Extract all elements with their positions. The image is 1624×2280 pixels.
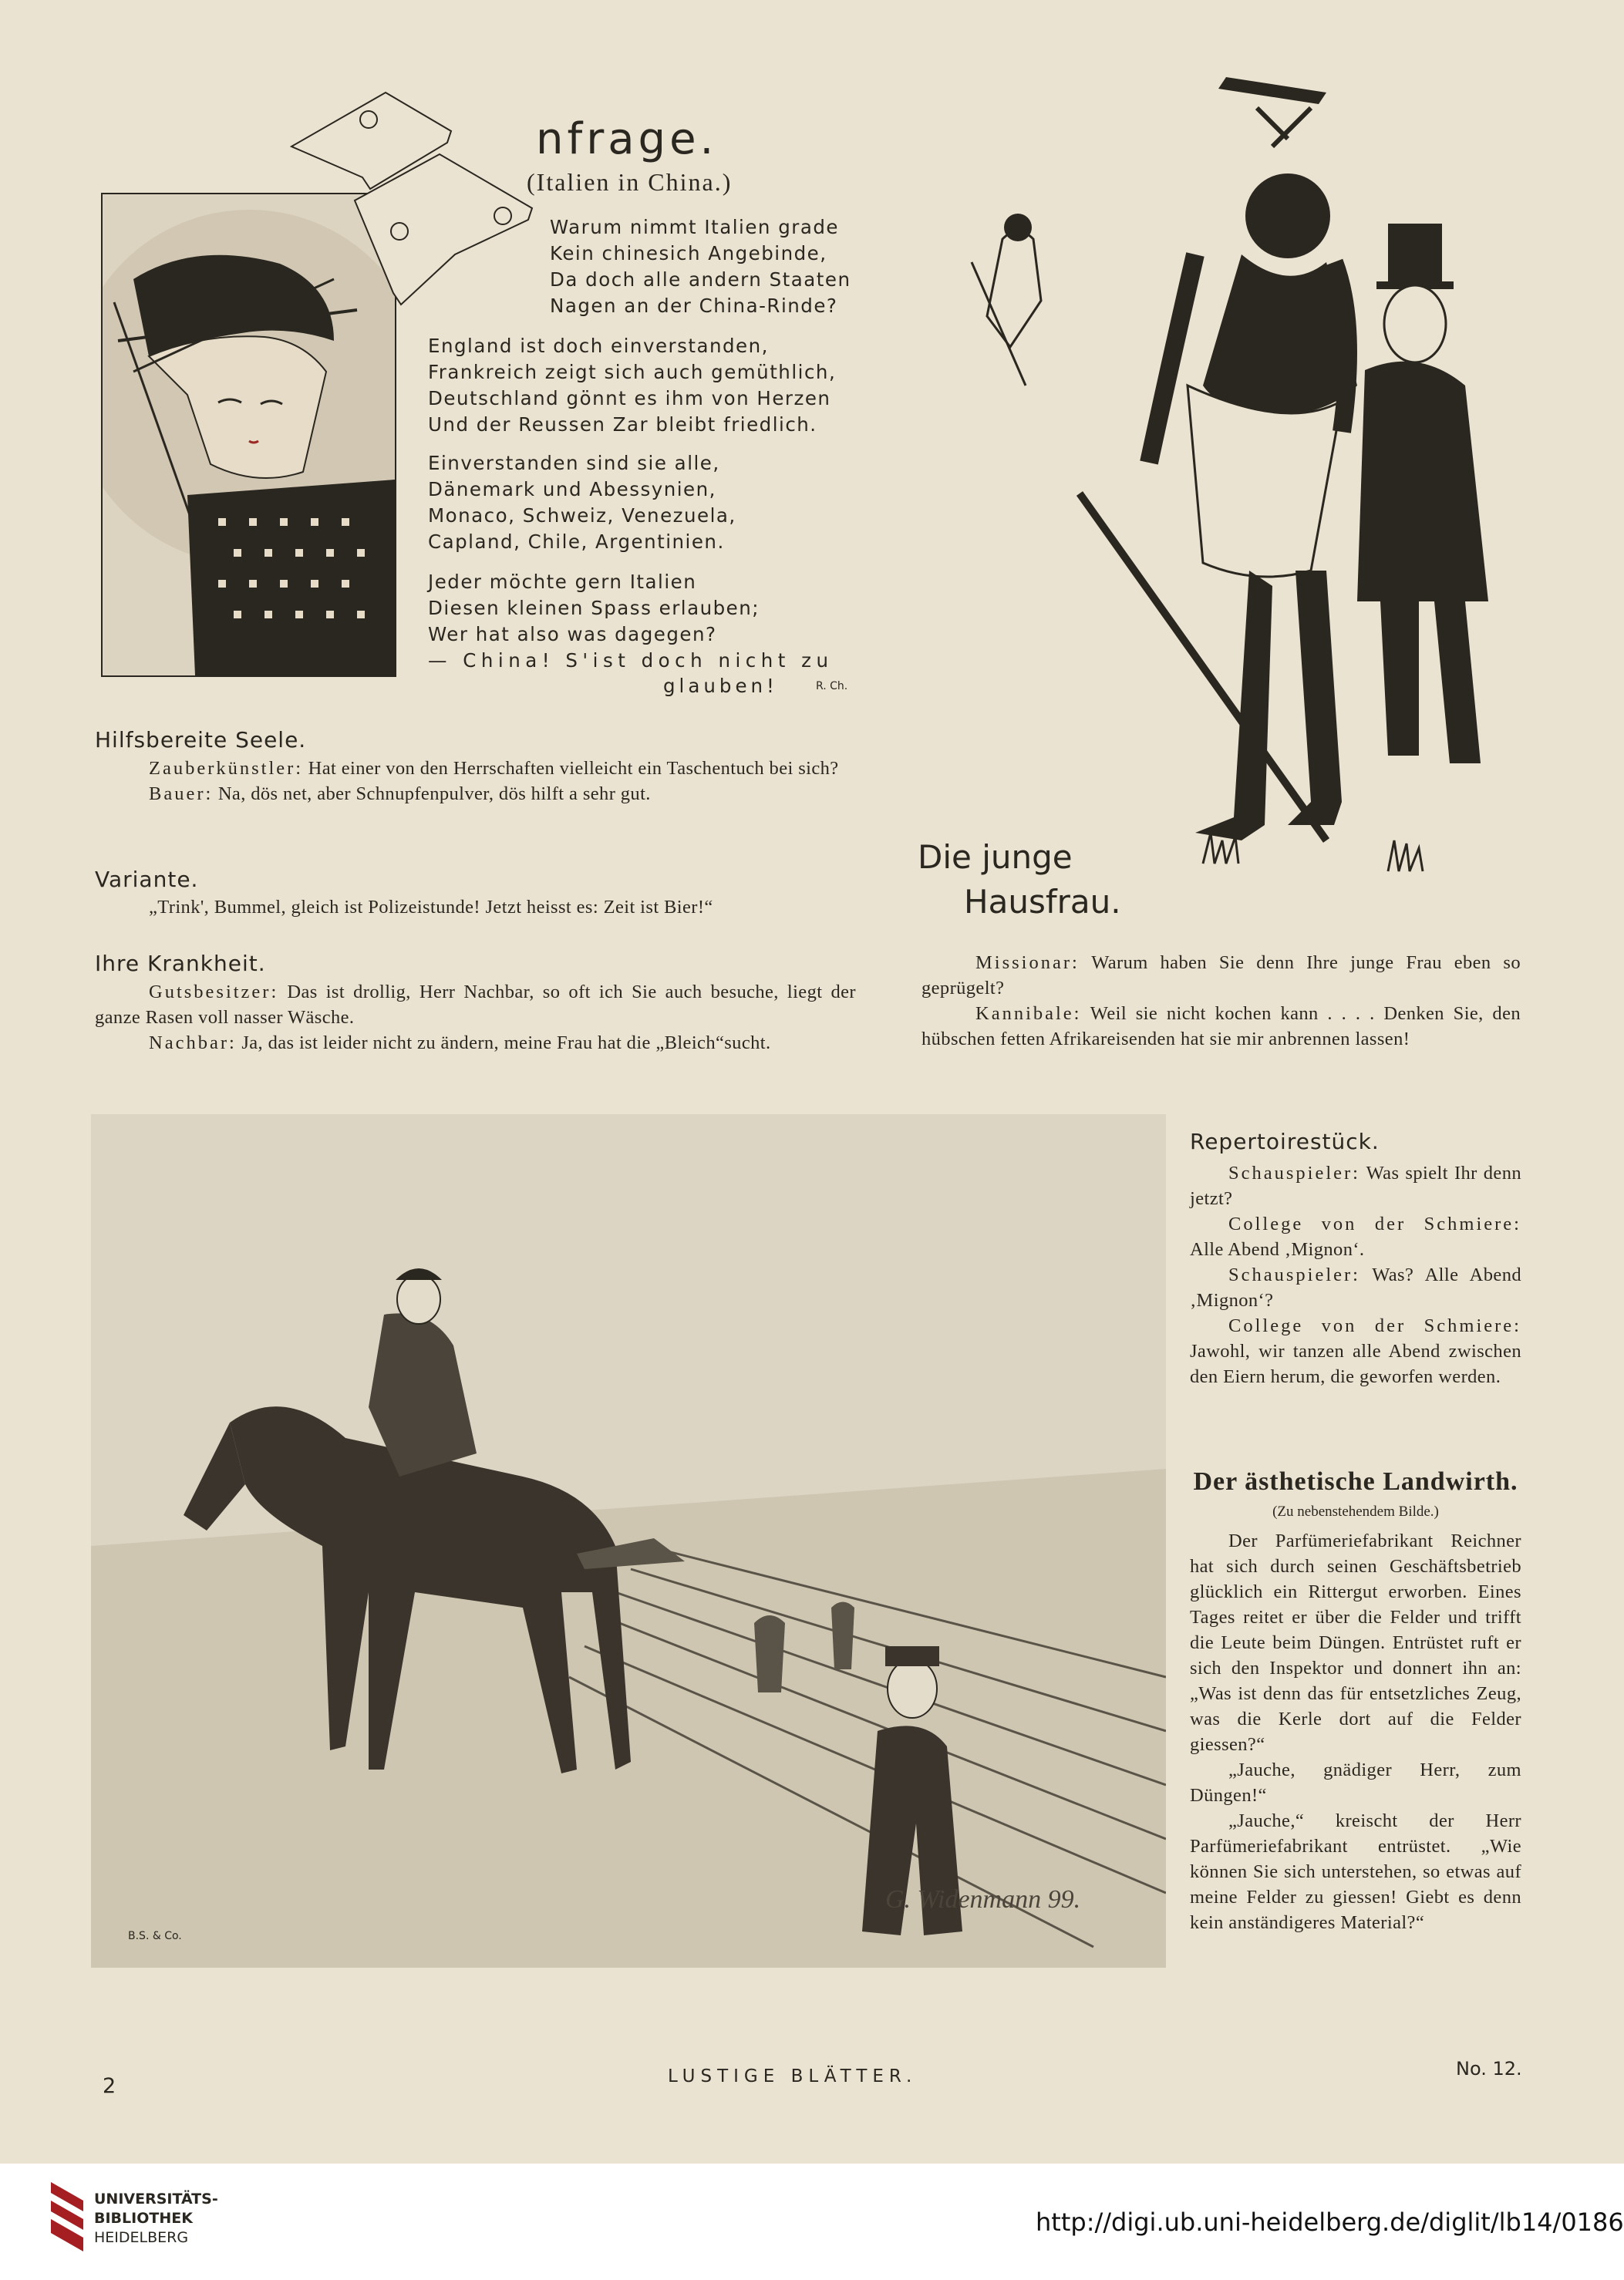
library-footer <box>0 2164 1624 2280</box>
plate-artist-signature: G. Widenmann 99. <box>885 1885 1081 1914</box>
variante-text <box>95 894 856 920</box>
speaker: Kannibale: <box>975 1003 1082 1024</box>
speaker: Missionar: <box>975 952 1080 973</box>
speaker: Nachbar: <box>149 1032 237 1053</box>
speaker: College von der Schmiere: <box>1228 1214 1521 1234</box>
poem-stanza-3 <box>428 450 736 555</box>
dialogue: Warum haben Sie denn Ihre junge Frau eben so geprügelt? <box>922 952 1521 999</box>
permalink-url[interactable]: http://digi.ub.uni-heidelberg.de/diglit/lb14/0186 <box>1036 2208 1624 2237</box>
cannibal-illustration <box>925 62 1558 879</box>
library-logo-icon <box>48 2179 86 2255</box>
poem-last-line: glauben! <box>663 675 778 697</box>
poem-stanza-2 <box>428 333 836 438</box>
dialogue: Das ist drollig, Herr Nachbar, so oft ich Sie auch besuche, liegt der ganze Rasen voll nasser Wäsche. <box>95 982 856 1028</box>
speaker: Zauberkünstler: <box>149 758 304 779</box>
landwirth-paragraph: „Jauche, gnädiger Herr, zum Düngen!“ <box>1190 1760 1521 1806</box>
speaker: Bauer: <box>149 783 214 804</box>
poem-line: England ist doch einverstanden, <box>428 335 769 357</box>
poem-line: Und der Reussen Zar bleibt friedlich. <box>428 413 817 436</box>
anfrage-title: nfrage. <box>536 114 718 164</box>
ornamental-initial-a <box>285 85 548 324</box>
speaker: Schauspieler: <box>1228 1265 1360 1285</box>
poem-line: Frankreich zeigt sich auch gemüthlich, <box>428 361 837 383</box>
plate-drawing <box>91 1114 1166 1968</box>
poem-line: Warum nimmt Italien grade <box>550 216 839 238</box>
hausfrau-text <box>922 950 1521 1052</box>
poem-line: Da doch alle andern Staaten <box>550 268 851 291</box>
variante-quote: „Trink', Bummel, gleich ist Polizeistunde! Jetzt heisst es: Zeit ist Bier!“ <box>149 897 713 918</box>
poem-stanza-4 <box>428 569 834 674</box>
hausfrau-title-line1: Die junge <box>918 838 1073 876</box>
landwirth-plate <box>91 1114 1166 1968</box>
page-number: 2 <box>103 2074 116 2098</box>
poem-line: Diesen kleinen Spass erlauben; <box>428 597 760 619</box>
poem-line: Dänemark und Abessynien, <box>428 478 716 500</box>
dialogue: Weil sie nicht kochen kann . . . . Denken Sie, den hübschen fetten Afrikareisenden hat sie mir anbrennen lassen! <box>922 1003 1521 1049</box>
landwirth-paragraph: Der Parfümeriefabrikant Reichner hat sich durch seinen Geschäftsbetrieb glücklich ein Rittergut erworben. Eines Tages reitet er über die Felder und trifft die Leute beim Düngen. Entrüstet ruft er sich den Inspektor und donnert ihn an: „Was ist denn das für entsetzliches Zeug, was die Kerle dort auf die Felder giessen?“ <box>1190 1531 1521 1755</box>
poem-line: Jeder möchte gern Italien <box>428 571 697 593</box>
hilfsbereite-text <box>95 756 856 807</box>
repertoire-text <box>1190 1160 1521 1389</box>
krankheit-text <box>95 979 856 1056</box>
speaker: Schauspieler: <box>1228 1163 1360 1184</box>
poem-line: — China! S'ist doch nicht zu <box>428 649 834 672</box>
poem-line: Einverstanden sind sie alle, <box>428 452 720 474</box>
landwirth-subheading: (Zu nebenstehendem Bilde.) <box>1272 1504 1439 1520</box>
dialogue: Jawohl, wir tanzen alle Abend zwischen den Eiern herum, die geworfen werden. <box>1190 1341 1521 1387</box>
speaker: Gutsbesitzer: <box>149 982 279 1002</box>
landwirth-text <box>1190 1528 1521 1935</box>
variante-heading: Variante. <box>95 867 199 892</box>
landwirth-heading: Der ästhetische Landwirth. <box>1193 1467 1518 1496</box>
dialogue: Hat einer von den Herrschaften vielleicht ein Taschentuch bei sich? <box>303 758 839 779</box>
library-name-line: BIBLIOTHEK <box>94 2210 193 2227</box>
journal-title: LUSTIGE BLÄTTER. <box>668 2066 918 2086</box>
library-name-line: HEIDELBERG <box>94 2229 189 2246</box>
poem-signature: R. Ch. <box>816 680 848 692</box>
landwirth-paragraph: „Jauche,“ kreischt der Herr Parfümeriefabrikant entrüstet. „Wie können Sie sich unterstehen, so etwas auf meine Felder zu giessen! Giebt es denn kein anständigeres Material?“ <box>1190 1810 1521 1933</box>
dialogue: Was spielt Ihr denn jetzt? <box>1190 1163 1521 1209</box>
anfrage-subtitle: (Italien in China.) <box>527 168 733 196</box>
poem-line: Capland, Chile, Argentinien. <box>428 530 725 553</box>
poem-line: Deutschland gönnt es ihm von Herzen <box>428 387 831 409</box>
krankheit-heading: Ihre Krankheit. <box>95 951 266 976</box>
library-name <box>94 2190 218 2248</box>
plate-printer-mark: B.S. & Co. <box>128 1930 182 1942</box>
hausfrau-title-line2: Hausfrau. <box>964 883 1121 921</box>
dialogue: Ja, das ist leider nicht zu ändern, meine Frau hat die „Bleich“sucht. <box>236 1032 771 1053</box>
repertoire-heading: Repertoirestück. <box>1190 1129 1380 1154</box>
poem-stanza-1 <box>550 214 851 319</box>
library-name-line: UNIVERSITÄTS- <box>94 2191 218 2208</box>
speaker: College von der Schmiere: <box>1228 1315 1521 1336</box>
hilfsbereite-heading: Hilfsbereite Seele. <box>95 727 307 753</box>
poem-line: Wer hat also was dagegen? <box>428 623 717 645</box>
poem-line: Nagen an der China-Rinde? <box>550 295 838 317</box>
poem-line: Kein chinesich Angebinde, <box>550 242 827 264</box>
dialogue: Was? Alle Abend ‚Mignon‘? <box>1190 1265 1521 1311</box>
dialogue: Alle Abend ‚Mignon‘. <box>1190 1239 1365 1260</box>
dialogue: Na, dös net, aber Schnupfenpulver, dös hilft a sehr gut. <box>213 783 651 804</box>
poem-line: Monaco, Schweiz, Venezuela, <box>428 504 736 527</box>
issue-number: No. 12. <box>1456 2058 1522 2080</box>
